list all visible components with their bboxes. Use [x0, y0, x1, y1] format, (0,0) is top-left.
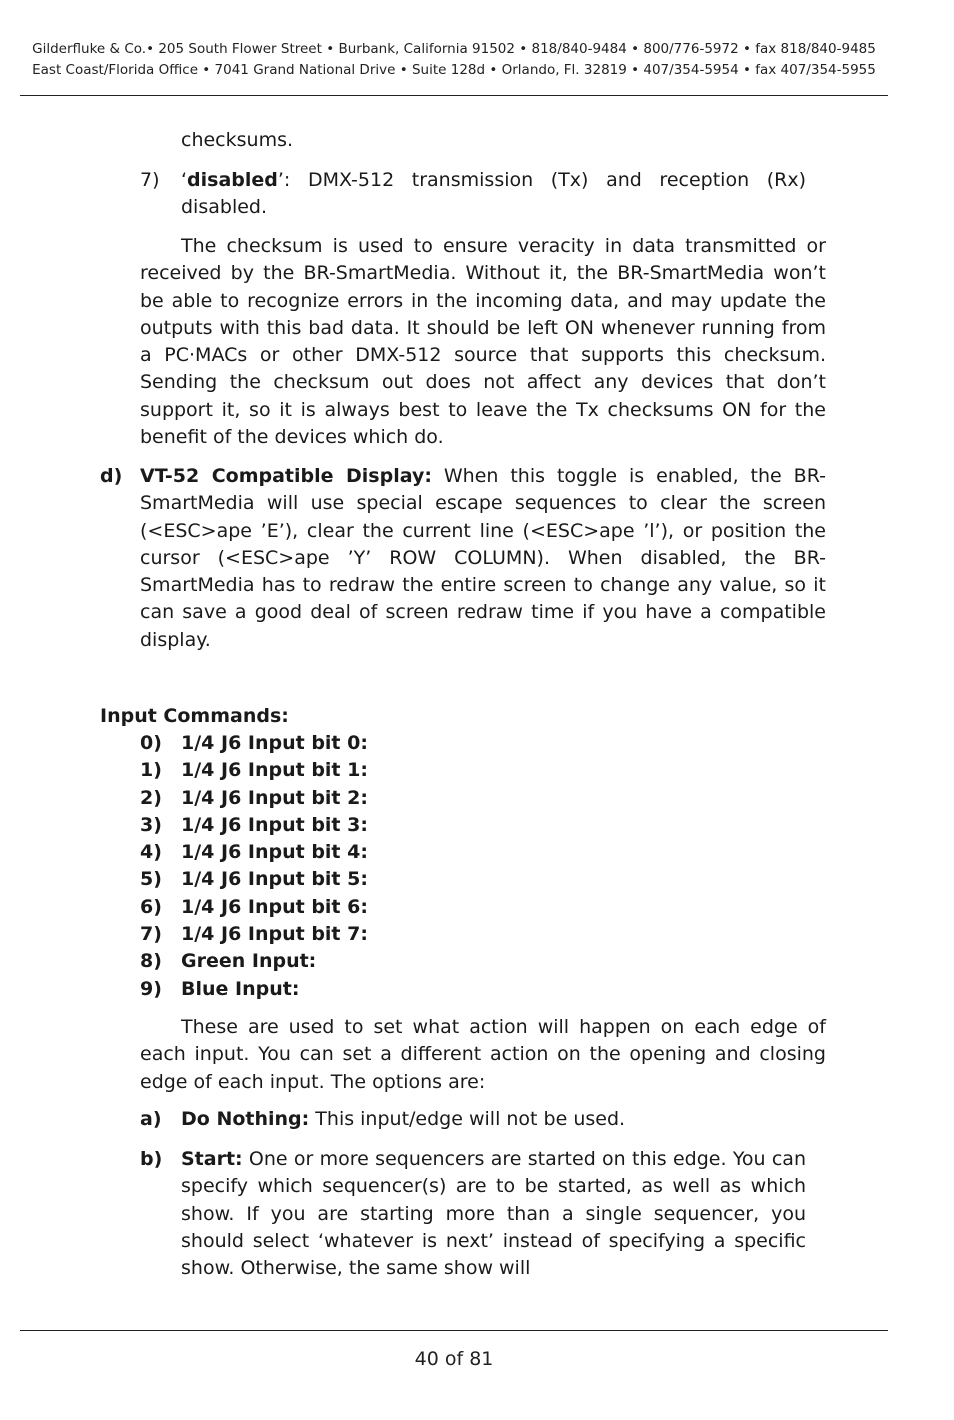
- section-d-title: VT-52 Compatible Display:: [140, 465, 432, 487]
- list-item-number: 0): [140, 732, 162, 754]
- input-commands-list: [140, 730, 540, 1003]
- letterhead: [20, 39, 888, 81]
- option-b: [140, 1146, 806, 1282]
- list-item-number: 7): [140, 169, 160, 191]
- continued-line: checksums.: [181, 129, 294, 151]
- page-number: 40 of 81: [414, 1348, 494, 1370]
- section-letter: d): [100, 465, 123, 487]
- option-a-title: Do Nothing:: [181, 1108, 310, 1130]
- edge-paragraph: These are used to set what action will happen on each edge of each input. You can set a different action on the opening and closing edge of each input. The options are:: [140, 1016, 826, 1093]
- list-item-label: 1/4 J6 Input bit 5:: [181, 868, 368, 891]
- list-item-label: 1/4 J6 Input bit 4:: [181, 841, 368, 864]
- list-item-number: 4): [140, 841, 162, 864]
- list-item-7: [140, 167, 806, 222]
- list-item: [140, 812, 540, 839]
- quote-mark: ‘: [181, 169, 188, 191]
- section-d-text: [140, 463, 826, 654]
- list-item-number: 5): [140, 868, 162, 891]
- list-item-number: 2): [140, 786, 162, 809]
- list-item: [140, 921, 540, 948]
- section-d-vt52: [100, 463, 826, 654]
- footer-divider: [20, 1330, 888, 1331]
- list-item-label: Green Input:: [181, 950, 317, 973]
- option-b-title: Start:: [181, 1148, 243, 1170]
- list-item-label: Blue Input:: [181, 977, 300, 1000]
- list-item: [140, 976, 540, 1003]
- list-item: [140, 785, 540, 812]
- letterhead-line-2: East Coast/Florida Office • 7041 Grand National Drive • Suite 128d • Orlando, Fl. 32819 • 407/354-5954 • fax 407/354-5955: [32, 62, 876, 78]
- option-letter: a): [140, 1108, 162, 1130]
- checksum-paragraph: The checksum is used to ensure veracity in data transmitted or received by the BR-SmartMedia. Without it, the BR-SmartMedia won’t be able to recognize errors in the incoming data, and may update the outputs with this bad data. It should be left ON whenever running from a PC·MACs or other DMX-512 source that supports this checksum. Sending the checksum out does not affect any devices that don’t support it, so it is always best to leave the Tx checksums ON for the benefit of the devices which do.: [140, 235, 826, 449]
- option-a-description: This input/edge will not be used.: [309, 1108, 626, 1130]
- item-7-description: ’: DMX-512 transmission (Tx) and reception (Rx) disabled.: [181, 169, 806, 219]
- list-item-label: 1/4 J6 Input bit 3:: [181, 813, 368, 836]
- list-item-label: 1/4 J6 Input bit 6:: [181, 895, 368, 918]
- section-d-description: When this toggle is enabled, the BR-SmartMedia will use special escape sequences to clear the screen (<ESC>ape ’E’), clear the current line (<ESC>ape ’l’), or position the cursor (<ESC>ape ’Y’ ROW COLUMN). When disabled, the BR-SmartMedia has to redraw the entire screen to change any value, so it can save a good deal of screen redraw time if you have a compatible display.: [140, 465, 826, 651]
- list-item-number: 1): [140, 759, 162, 782]
- list-item-label: 1/4 J6 Input bit 2:: [181, 786, 368, 809]
- input-commands-heading: Input Commands:: [100, 705, 289, 727]
- keyword-disabled: disabled: [187, 169, 278, 191]
- option-a-text: [181, 1106, 806, 1133]
- list-item-number: 9): [140, 977, 162, 1000]
- list-item-label: 1/4 J6 Input bit 0:: [181, 732, 368, 754]
- list-item: [140, 948, 540, 975]
- list-item-number: 6): [140, 895, 162, 918]
- letterhead-line-1: Gilderfluke & Co.• 205 South Flower Street • Burbank, California 91502 • 818/840-9484 • 800/776-5972 • fax 818/840-9485: [32, 41, 876, 57]
- option-a: [140, 1106, 806, 1133]
- list-item: [140, 866, 540, 893]
- list-item-number: 8): [140, 950, 162, 973]
- header-divider: [20, 95, 888, 96]
- list-item: [140, 730, 540, 757]
- option-b-description: One or more sequencers are started on this edge. You can specify which sequencer(s) are to be started, as well as which show. If you are starting more than a single sequencer, you should select ‘whatever is next’ instead of specifying a specific show. Otherwise, the same show will: [181, 1148, 806, 1280]
- list-item: [140, 757, 540, 784]
- list-item-label: 1/4 J6 Input bit 7:: [181, 923, 368, 946]
- option-b-text: [181, 1146, 806, 1282]
- list-item: [140, 839, 540, 866]
- list-item-number: 7): [140, 923, 162, 946]
- list-item-text: [181, 167, 806, 222]
- list-item: [140, 894, 540, 921]
- list-item-label: 1/4 J6 Input bit 1:: [181, 759, 368, 782]
- list-item-number: 3): [140, 813, 162, 836]
- option-letter: b): [140, 1148, 163, 1170]
